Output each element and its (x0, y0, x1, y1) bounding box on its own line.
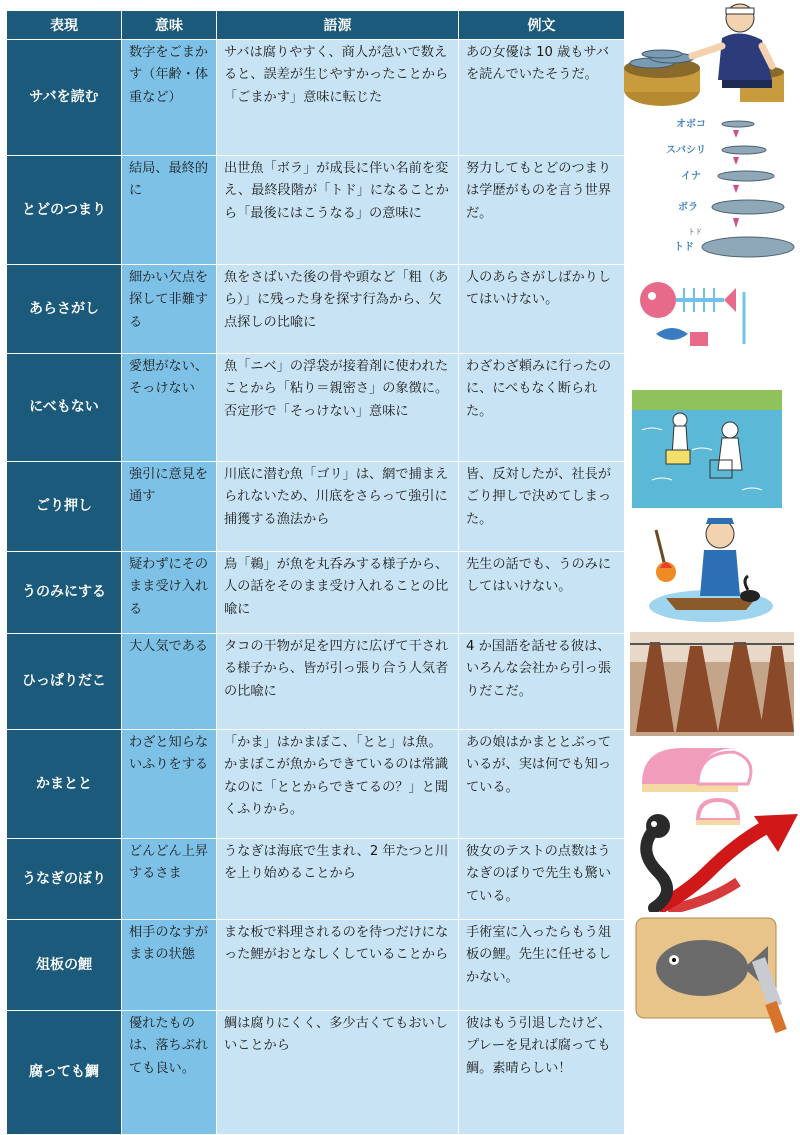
header-meaning: 意味 (122, 11, 217, 40)
header-term: 表現 (7, 11, 122, 40)
row-meaning: どんどん上昇するさま (122, 839, 217, 920)
row-origin: 魚をさばいた後の骨や頭など「粗（あら）」に残った身を探す行為から、欠点探しの比喩に (217, 265, 459, 354)
mackerel-vendor-illustration (622, 0, 794, 112)
row-term: 俎板の鯉 (7, 920, 122, 1011)
row-example: 彼はもう引退したけど、プレーを見れば腐っても鯛。素晴らしい！ (459, 1011, 625, 1135)
row-meaning: 相手のなすがままの状態 (122, 920, 217, 1011)
bora-label-5: トド (674, 242, 694, 253)
row-origin: 鳥「鵜」が魚を丸呑みする様子から、人の話をそのまま受け入れることの比喩に (217, 552, 459, 634)
row-term: ごり押し (7, 462, 122, 552)
table-row (7, 552, 625, 634)
row-origin: 「かま」はかまぼこ、「とと」は魚。かまぼこが魚からできているのは常識なのに「ととからできてるの？」と聞くふりから。 (217, 730, 459, 839)
bora-label-3: イナ (681, 171, 701, 182)
cormorant-fishing-illustration (636, 510, 776, 628)
idiom-table (6, 10, 625, 1135)
table-row (7, 920, 625, 1011)
row-example: 4 か国語を話せる彼は、いろんな会社から引っ張りだこだ。 (459, 634, 625, 730)
fish-bones-illustration (636, 274, 760, 358)
table-row (7, 730, 625, 839)
bora-label-2: スバシリ (666, 145, 706, 156)
row-meaning: 大人気である (122, 634, 217, 730)
row-term: にべもない (7, 354, 122, 462)
river-fishing-illustration (632, 390, 782, 508)
row-meaning: 優れたものは、落ちぶれても良い。 (122, 1011, 217, 1135)
row-origin: タコの干物が足を四方に広げて干される様子から、皆が引っ張り合う人気者の比喩に (217, 634, 459, 730)
row-origin: 川底に潜む魚「ゴリ」は、網で捕まえられないため、川底をさらって強引に捕獲する漁法から (217, 462, 459, 552)
bora-label-1: オボコ (676, 119, 706, 130)
eel-rising-arrow-illustration (628, 812, 800, 912)
row-term: うなぎのぼり (7, 839, 122, 920)
table-header (7, 11, 625, 40)
row-example: 人のあらさがしばかりしてはいけない。 (459, 265, 625, 354)
row-meaning: 数字をごまかす（年齢・体重など） (122, 40, 217, 156)
table-row (7, 839, 625, 920)
row-term: あらさがし (7, 265, 122, 354)
row-example: 皆、反対したが、社長がごり押しで決めてしまった。 (459, 462, 625, 552)
row-origin: 出世魚「ボラ」が成長に伴い名前を変え、最終段階が「トド」になることから「最後にはこうなる」の意味に (217, 156, 459, 265)
row-origin: うなぎは海底で生まれ、2 年たつと川を上り始めることから (217, 839, 459, 920)
row-meaning: 疑わずにそのまま受け入れる (122, 552, 217, 634)
table-row (7, 156, 625, 265)
table-row (7, 40, 625, 156)
header-example: 例文 (459, 11, 625, 40)
row-meaning: 強引に意見を通す (122, 462, 217, 552)
row-example: 彼女のテストの点数はうなぎのぼりで先生も驚いている。 (459, 839, 625, 920)
row-term: かまとと (7, 730, 122, 839)
bora-growth-stages-illustration (636, 112, 800, 272)
bora-tag: トド (688, 228, 702, 236)
row-term: サバを読む (7, 40, 122, 156)
table-row (7, 462, 625, 552)
fish-on-cutting-board-illustration (630, 910, 800, 1034)
row-origin: 鯛は腐りにくく、多少古くてもおいしいことから (217, 1011, 459, 1135)
row-origin: 魚「ニベ」の浮袋が接着剤に使われたことから「粘り＝親密さ」の象徴に。否定形で「そっけない」意味に (217, 354, 459, 462)
row-meaning: 細かい欠点を探して非難する (122, 265, 217, 354)
row-example: 先生の話でも、うのみにしてはいけない。 (459, 552, 625, 634)
row-meaning: わざと知らないふりをする (122, 730, 217, 839)
row-term: 腐っても鯛 (7, 1011, 122, 1135)
row-meaning: 愛想がない、そっけない (122, 354, 217, 462)
table-row (7, 354, 625, 462)
row-origin: まな板で料理されるのを待つだけになった鯉がおとなしくしていることから (217, 920, 459, 1011)
row-term: とどのつまり (7, 156, 122, 265)
row-term: うのみにする (7, 552, 122, 634)
table-row (7, 634, 625, 730)
bora-label-4: ボラ (678, 202, 698, 213)
row-meaning: 結局、最終的に (122, 156, 217, 265)
header-origin: 語源 (217, 11, 459, 40)
row-example: 手術室に入ったらもう俎板の鯉。先生に任せるしかない。 (459, 920, 625, 1011)
row-example: あの娘はかまととぶっているが、実は何でも知っている。 (459, 730, 625, 839)
table-row (7, 1011, 625, 1135)
row-example: 努力してもとどのつまりは学歴がものを言う世界だ。 (459, 156, 625, 265)
row-example: わざわざ頼みに行ったのに、にべもなく断られた。 (459, 354, 625, 462)
row-term: ひっぱりだこ (7, 634, 122, 730)
row-example: あの女優は 10 歳もサバを読んでいたそうだ。 (459, 40, 625, 156)
drying-octopus-photo (630, 632, 794, 736)
table-row (7, 265, 625, 354)
row-origin: サバは腐りやすく、商人が急いで数えると、誤差が生じやすかったことから「ごまかす」意味に転じた (217, 40, 459, 156)
